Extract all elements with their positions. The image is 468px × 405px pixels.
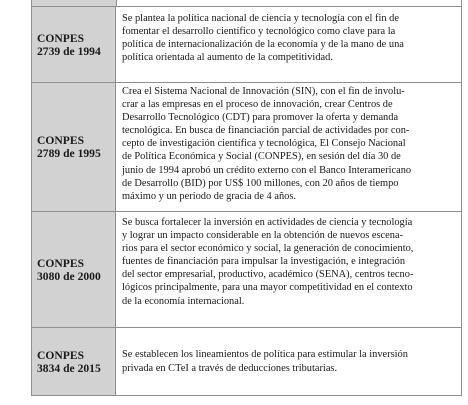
conpes-label-cell (32, 212, 116, 328)
description-line: lógicos principalmente, para una mayor competitividad en el contexto (122, 282, 413, 294)
conpes-label-cell (32, 83, 116, 212)
description-line: Se establecen los lineamientos de política para estimular la inversión (122, 349, 408, 361)
description-line: tecnológica. En busca de financiación parcial de actividades por con- (122, 125, 410, 137)
description-line: Crea el Sistema Nacional de Innovación (SIN), con el fin de involu- (122, 86, 405, 97)
description-line: de la economía internacional. (122, 295, 245, 307)
conpes-label-line2: 3080 de 2000 (37, 269, 101, 283)
conpes-description-cell (116, 328, 462, 396)
conpes-label-line2: 2789 de 1995 (37, 147, 101, 160)
description-line: y lograr un impacto considerable en la obtención de nuevos escena- (122, 230, 404, 242)
description-line: rios para el sector económico y social, la generación de conocimiento, (122, 243, 414, 255)
conpes-description-cell (116, 212, 462, 328)
conpes-label-line1: CONPES (37, 134, 85, 147)
description-line: política orientada al aumento de la competitividad. (122, 52, 333, 64)
description-line: del sector empresarial, productivo, académico (SENA), centros tecno- (122, 269, 414, 281)
description-line: Se busca fortalecer la inversión en actividades de ciencia y tecnología (122, 217, 413, 228)
table-row (32, 212, 462, 328)
description-line: política de internacionalización de la economía y de la mano de una (122, 39, 404, 51)
conpes-label-cell (32, 328, 116, 396)
table-row (32, 7, 462, 83)
conpes-description (122, 348, 455, 374)
description-line: fomentar el desarrollo científico y tecnológico como clave para la (122, 26, 396, 38)
conpes-description-cell (116, 83, 462, 212)
table-row (32, 328, 462, 396)
description-line: crar a las empresas en el proceso de innovación, crear Centros de (122, 99, 393, 111)
conpes-label-line2: 2739 de 1994 (37, 44, 101, 58)
description-line: Se plantea la política nacional de ciencia y tecnología con el fin de (122, 13, 399, 24)
description-line: privada en CTeI a través de deducciones tributarias. (122, 362, 338, 374)
description-line: Desarrollo Tecnológico (CDT) para promover la oferta y demanda (122, 112, 399, 124)
conpes-description (122, 216, 455, 308)
conpes-label-line2: 3834 de 2015 (37, 361, 101, 375)
conpes-policy-table (31, 6, 462, 396)
conpes-label-line1: CONPES (37, 31, 85, 45)
description-line: máximo y un periodo de gracia de 4 años. (122, 190, 296, 202)
description-line: de Política Económica y Social (CONPES), en sesión del día 30 de (122, 151, 401, 163)
description-line: de Desarrollo (BID) por US$ 100 millones, con 20 años de tiempo (122, 177, 399, 189)
conpes-label-line1: CONPES (37, 256, 85, 270)
conpes-description (122, 85, 455, 203)
conpes-label-cell (32, 7, 116, 83)
conpes-label-line1: CONPES (37, 348, 85, 362)
description-line: cepto de investigación científica y tecnológica, El Consejo Nacional (122, 138, 406, 150)
table-row (32, 83, 462, 212)
conpes-description-cell (116, 7, 462, 83)
description-line: junio de 1994 aprobó un crédito externo con el Banco Interamericano (122, 164, 412, 176)
conpes-description (122, 12, 455, 64)
description-line: fuentes de financiación para impulsar la investigación, e integración (122, 256, 406, 268)
